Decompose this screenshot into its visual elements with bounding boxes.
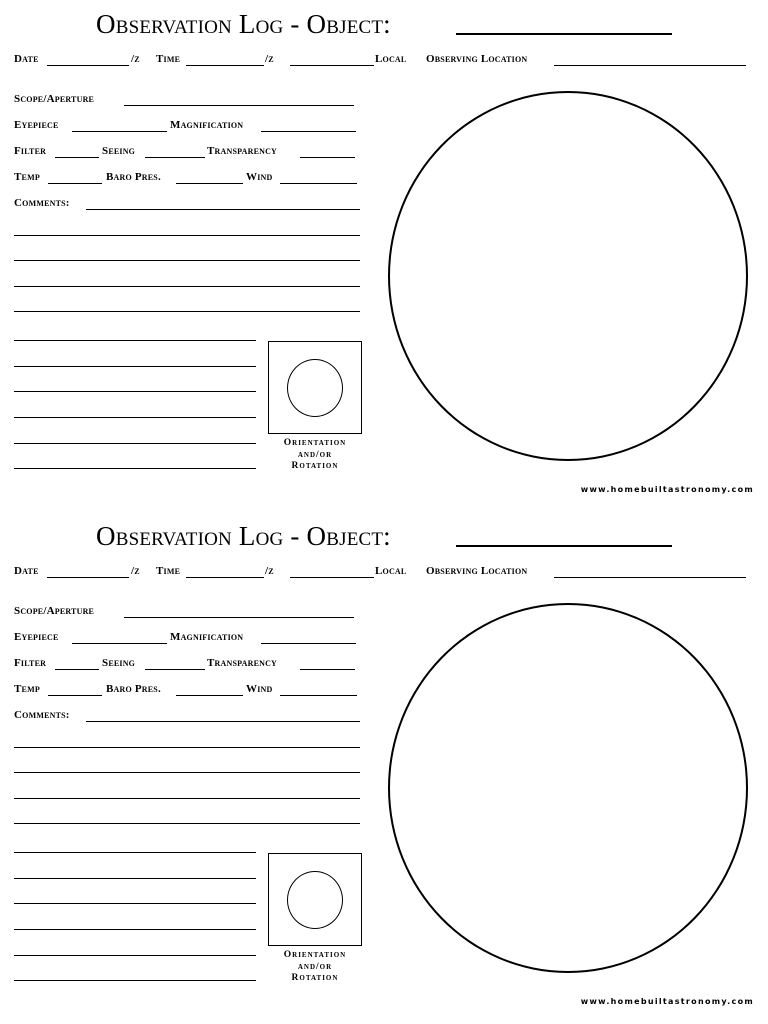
eyepiece-label: Eyepiece xyxy=(14,119,59,131)
comments-field[interactable] xyxy=(86,721,360,722)
comment-line[interactable] xyxy=(14,823,360,824)
seeing-label: Seeing xyxy=(102,145,136,157)
filter-label: Filter xyxy=(14,657,47,669)
scope-field[interactable] xyxy=(124,617,354,618)
date-field[interactable] xyxy=(47,65,129,66)
seeing-field[interactable] xyxy=(145,157,205,158)
orientation-circle xyxy=(287,871,343,929)
comment-line[interactable] xyxy=(14,929,256,930)
orientation-circle xyxy=(287,359,343,417)
comment-line[interactable] xyxy=(14,955,256,956)
comments-label: Comments: xyxy=(14,197,70,209)
temp-label: Temp xyxy=(14,171,40,183)
orientation-label-line: Rotation xyxy=(291,973,339,983)
orientation-label-line: Rotation xyxy=(291,461,339,471)
seeing-label: Seeing xyxy=(102,657,136,669)
local-label: Local xyxy=(375,565,407,577)
wind-field[interactable] xyxy=(280,183,357,184)
comment-line[interactable] xyxy=(14,443,256,444)
transparency-label: Transparency xyxy=(207,657,278,669)
location-label: Observing Location xyxy=(426,565,528,577)
comment-line[interactable] xyxy=(14,798,360,799)
baro-pressure-label: Baro Pres. xyxy=(106,683,161,695)
comment-line[interactable] xyxy=(14,417,256,418)
date-utc-suffix: /z xyxy=(131,565,140,577)
comment-line[interactable] xyxy=(14,878,256,879)
eyepiece-field[interactable] xyxy=(72,131,167,132)
log-title: Observation Log - Object: xyxy=(96,9,391,39)
time-utc-field[interactable] xyxy=(186,577,264,578)
date-utc-suffix: /z xyxy=(131,53,140,65)
date-field[interactable] xyxy=(47,577,129,578)
orientation-label-line: and/or xyxy=(297,961,333,972)
comment-line[interactable] xyxy=(14,903,256,904)
sketch-circle[interactable] xyxy=(388,603,748,973)
orientation-label xyxy=(268,950,362,985)
scope-label: Scope/Aperture xyxy=(14,605,95,617)
log-title: Observation Log - Object: xyxy=(96,521,391,551)
comment-line[interactable] xyxy=(14,852,256,853)
magnification-field[interactable] xyxy=(261,131,356,132)
temp-label: Temp xyxy=(14,683,40,695)
orientation-box[interactable] xyxy=(268,853,362,946)
comment-line[interactable] xyxy=(14,391,256,392)
comment-line[interactable] xyxy=(14,468,256,469)
seeing-field[interactable] xyxy=(145,669,205,670)
filter-label: Filter xyxy=(14,145,47,157)
location-field[interactable] xyxy=(554,65,746,66)
observation-log-2 xyxy=(0,512,768,1024)
comment-line[interactable] xyxy=(14,366,256,367)
scope-label: Scope/Aperture xyxy=(14,93,95,105)
website-url: www.homebuiltastronomy.com xyxy=(580,485,754,494)
location-field[interactable] xyxy=(554,577,746,578)
temp-field[interactable] xyxy=(48,183,102,184)
comment-line[interactable] xyxy=(14,980,256,981)
transparency-field[interactable] xyxy=(300,669,355,670)
filter-field[interactable] xyxy=(55,157,99,158)
time-local-field[interactable] xyxy=(290,577,374,578)
comment-line[interactable] xyxy=(14,747,360,748)
comments-field[interactable] xyxy=(86,209,360,210)
orientation-label-line: Orientation xyxy=(283,950,347,960)
orientation-label-line: Orientation xyxy=(283,438,347,448)
time-label: Time xyxy=(156,53,181,65)
temp-field[interactable] xyxy=(48,695,102,696)
date-label: Date xyxy=(14,53,39,65)
time-utc-field[interactable] xyxy=(186,65,264,66)
wind-label: Wind xyxy=(246,683,273,695)
comment-line[interactable] xyxy=(14,772,360,773)
magnification-label: Magnification xyxy=(170,119,244,131)
baro-pressure-label: Baro Pres. xyxy=(106,171,161,183)
orientation-label-line: and/or xyxy=(297,449,333,460)
location-label: Observing Location xyxy=(426,53,528,65)
orientation-box[interactable] xyxy=(268,341,362,434)
comment-line[interactable] xyxy=(14,235,360,236)
object-name-field[interactable] xyxy=(456,33,672,35)
time-label: Time xyxy=(156,565,181,577)
comment-line[interactable] xyxy=(14,340,256,341)
wind-field[interactable] xyxy=(280,695,357,696)
time-utc-suffix: /z xyxy=(265,565,274,577)
website-url: www.homebuiltastronomy.com xyxy=(580,997,754,1006)
comment-line[interactable] xyxy=(14,260,360,261)
object-name-field[interactable] xyxy=(456,545,672,547)
magnification-label: Magnification xyxy=(170,631,244,643)
orientation-label xyxy=(268,438,362,473)
baro-pressure-field[interactable] xyxy=(176,183,243,184)
wind-label: Wind xyxy=(246,171,273,183)
filter-field[interactable] xyxy=(55,669,99,670)
transparency-label: Transparency xyxy=(207,145,278,157)
local-label: Local xyxy=(375,53,407,65)
scope-field[interactable] xyxy=(124,105,354,106)
magnification-field[interactable] xyxy=(261,643,356,644)
time-local-field[interactable] xyxy=(290,65,374,66)
sketch-circle[interactable] xyxy=(388,91,748,461)
comment-line[interactable] xyxy=(14,286,360,287)
eyepiece-label: Eyepiece xyxy=(14,631,59,643)
comments-label: Comments: xyxy=(14,709,70,721)
time-utc-suffix: /z xyxy=(265,53,274,65)
date-label: Date xyxy=(14,565,39,577)
eyepiece-field[interactable] xyxy=(72,643,167,644)
transparency-field[interactable] xyxy=(300,157,355,158)
comment-line[interactable] xyxy=(14,311,360,312)
baro-pressure-field[interactable] xyxy=(176,695,243,696)
